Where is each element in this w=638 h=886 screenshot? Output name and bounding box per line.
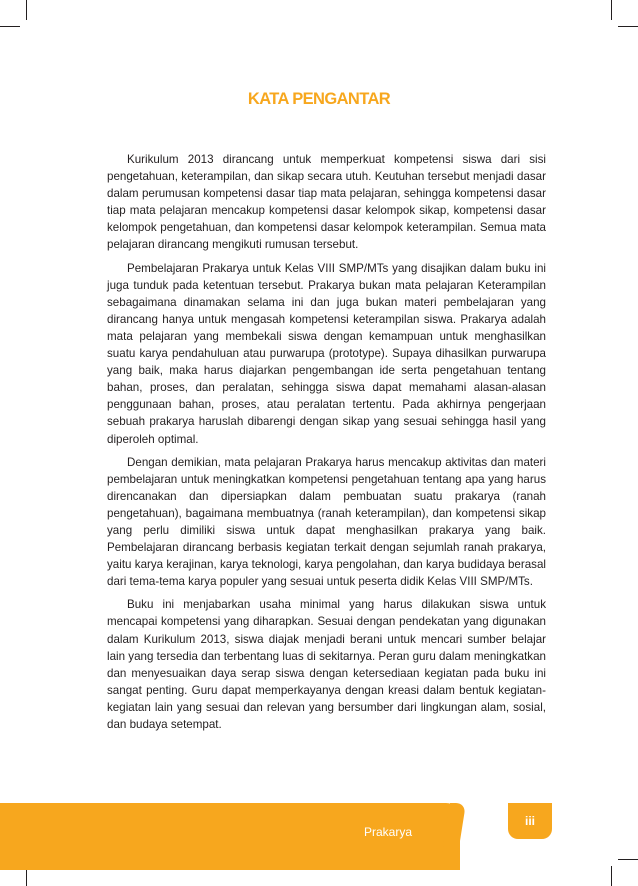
page-title: KATA PENGANTAR	[247, 90, 391, 108]
paragraph: Buku ini menjabarkan usaha minimal yang harus dilakukan siswa untuk mencapai kompetensi yang diharapkan. Sesuai dengan pendekatan yang digunakan dalam Kurikulum 2013, siswa diajak menjadi berani untuk mencari sumber belajar lain yang tersedia dan terbentang luas di sekitarnya. Peran guru dalam meningkatkan dan menyesuaikan daya serap siswa dengan ketersediaan kegiatan pada buku ini sangat penting. Guru dapat memperkayanya dengan kreasi dalam bentuk kegiatan-kegiatan lain yang sesuai dan relevan yang bersumber dari lingkungan alam, sosial, dan budaya setempat.	[107, 598, 546, 731]
page-number-tab	[508, 803, 552, 839]
preface-body	[107, 151, 546, 739]
crop-mark	[618, 859, 638, 860]
crop-mark	[611, 866, 612, 886]
crop-mark	[611, 0, 612, 20]
paragraph: Kurikulum 2013 dirancang untuk memperkuat kompetensi siswa dari sisi pengetahuan, keterampilan, dan sikap secara utuh. Keutuhan tersebut menjadi dasar dalam perumusan kompetensi dasar tiap mata pelajaran, sehingga kompetensi dasar tiap mata pelajaran mencakup kompetensi dasar kelompok sikap, kompetensi dasar kelompok pengetahuan, dan kompetensi dasar kelompok keterampilan. Semua mata pelajaran dirancang mengikuti rumusan tersebut.	[107, 153, 546, 252]
crop-mark	[618, 26, 638, 27]
footer-book-title: Prakarya	[364, 825, 413, 839]
page-number: iii	[524, 814, 535, 828]
paragraph: Dengan demikian, mata pelajaran Prakarya harus mencakup aktivitas dan materi pembelajaran untuk meningkatkan kompetensi pengetahuan tentang apa yang harus direncanakan dan dipersiapkan dalam pembuatan suatu prakarya (ranah pengetahuan), bagaimana membuatnya (ranah keterampilan), dan kompetensi sikap yang perlu dimiliki siswa untuk dapat menghasilkan prakarya yang baik. Pembelajaran dirancang berbasis kegiatan terkait dengan sejumlah ranah prakarya, yaitu karya kerajinan, karya teknologi, karya pengolahan, dan karya budidaya berasal dari tema-tema karya populer yang sesuai untuk peserta didik Kelas VIII SMP/MTs.	[107, 455, 546, 589]
paragraph: Pembelajaran Prakarya untuk Kelas VIII SMP/MTs yang disajikan dalam buku ini juga tunduk pada ketentuan tersebut. Prakarya bukan mata pelajaran Keterampilan sebagaimana dinamakan selama ini dan juga bukan materi pembelajaran yang dirancang hanya untuk mengasah kompetensi keterampilan siswa. Prakarya adalah mata pelajaran yang membekali siswa dengan kemampuan untuk menghasilkan suatu karya pendahuluan atau purwarupa (prototype). Supaya dihasilkan purwarupa yang baik, maka harus diajarkan pengembangan ide serta pengetahuan tentang bahan, proses, dan peralatan, sehingga siswa dapat memahami alasan-alasan penggunaan bahan, proses, atau peralatan tertentu. Pada akhirnya pengerjaan sebuah prakarya haruslah dibarengi dengan sikap yang sesuai sehingga hasil yang diperoleh optimal.	[107, 261, 546, 446]
crop-mark	[26, 0, 27, 20]
crop-mark	[0, 26, 20, 27]
